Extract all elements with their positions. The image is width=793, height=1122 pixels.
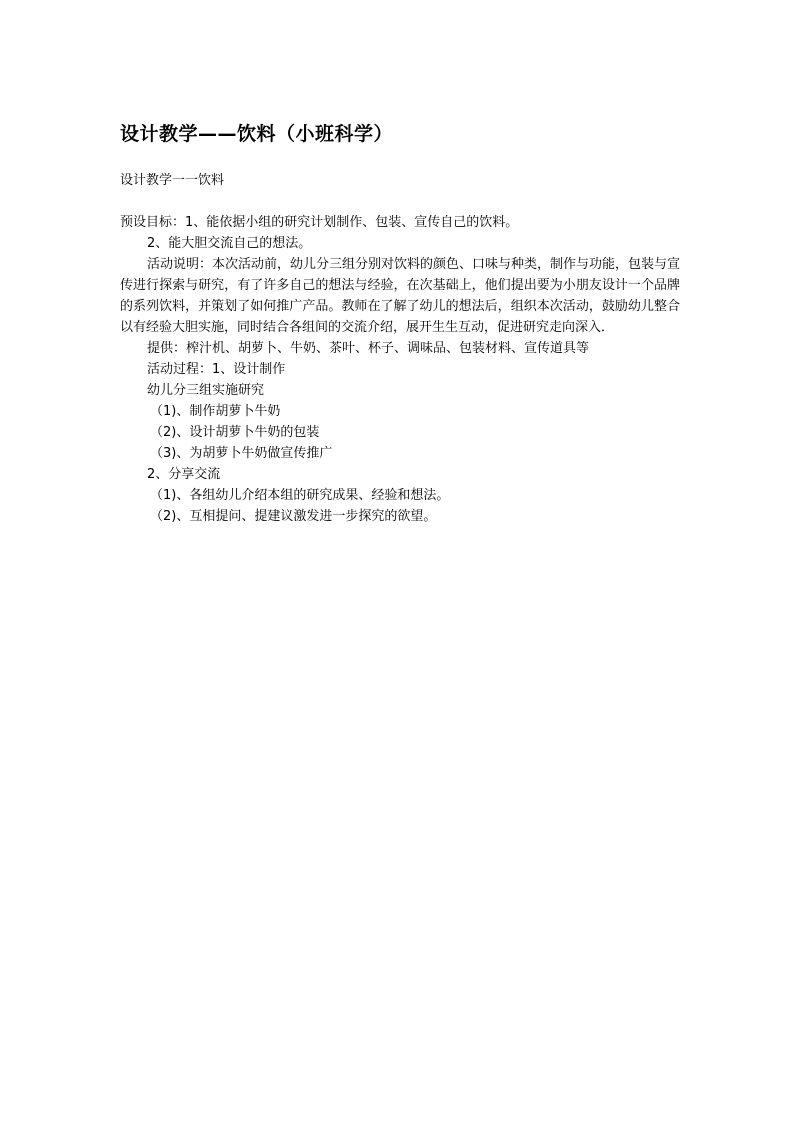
process-line: 活动过程：1、设计制作 <box>147 362 286 377</box>
step-2: （2)、设计胡萝卜牛奶的包装 <box>150 425 320 440</box>
share-step-2: （2)、互相提问、提建议激发进一步探究的欲望。 <box>150 509 437 524</box>
share-title: 2、分享交流 <box>147 467 221 482</box>
document-title: 设计教学——饮料（小班科学） <box>120 123 394 145</box>
process-group-line: 幼儿分三组实施研究 <box>147 383 265 398</box>
document-body <box>120 170 680 527</box>
goal-line-2: 2、能大胆交流自己的想法。 <box>147 236 312 251</box>
materials-line: 提供：榨汁机、胡萝卜、牛奶、茶叶、杯子、调味品、包装材料、宣传道具等 <box>147 341 590 356</box>
share-step-1: （1)、各组幼儿介绍本组的研究成果、经验和想法。 <box>150 488 450 503</box>
document-subtitle: 设计教学一一饮料 <box>120 173 225 188</box>
activity-description: 活动说明：本次活动前，幼儿分三组分别对饮料的颜色、口味与种类，制作与功能，包装与宣传进行探索与研究，有了许多自己的想法与经验，在次基础上，他们提出要为小朋友设计一个品牌的系列饮料，并策划了如何推广产品。教师在了解了幼儿的想法后，组织本次活动，鼓励幼儿整合以有经验大胆实施，同时结合各组间的交流介绍，展开生生互动，促进研究走向深入． <box>120 257 681 335</box>
step-3: （3)、为胡萝卜牛奶做宣传推广 <box>150 446 333 461</box>
step-1: （1)、制作胡萝卜牛奶 <box>150 404 281 419</box>
goal-line-1: 预设目标：1、能依据小组的研究计划制作、包装、宣传自己的饮料。 <box>120 215 519 230</box>
document-content <box>120 120 680 527</box>
